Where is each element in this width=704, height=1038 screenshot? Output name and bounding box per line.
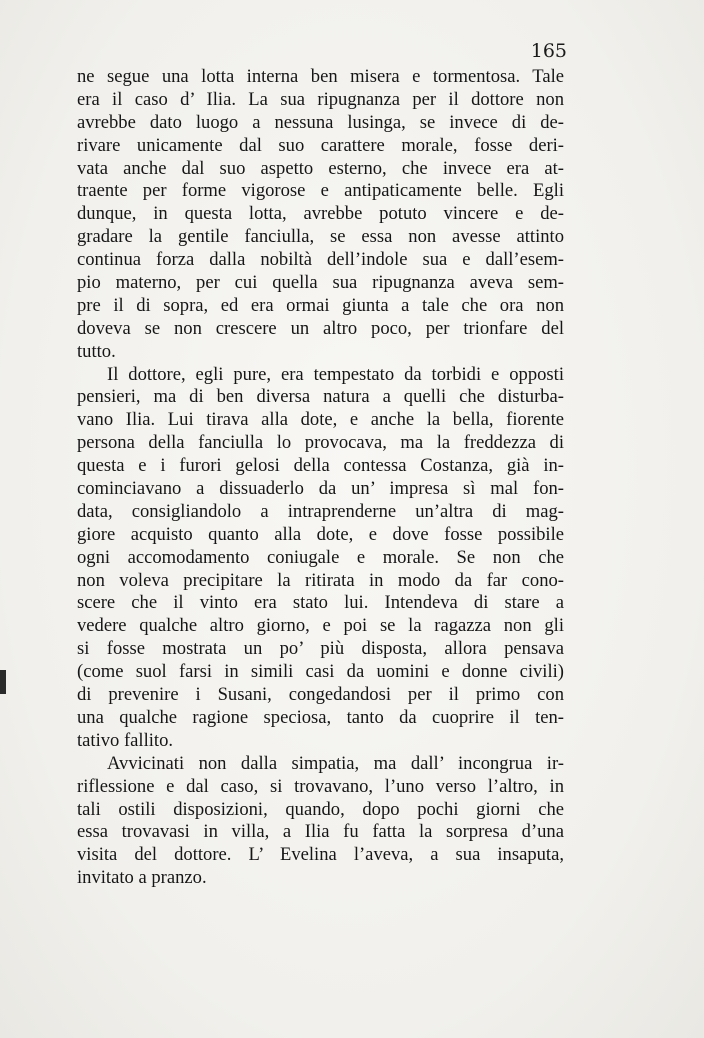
text-line: era il caso d’ Ilia. La sua ripugnanza per il dottore non	[77, 88, 564, 110]
text-line: tativo fallito.	[77, 729, 174, 751]
text-line: cominciavano a dissuaderlo da un’ impresa sì mal fon-	[77, 478, 564, 500]
text-line: scere che il vinto era stato lui. Intendeva di stare a	[77, 592, 564, 614]
text-line: vedere qualche altro giorno, e poi se la ragazza non gli	[77, 615, 564, 637]
text-line: avrebbe dato luogo a nessuna lusinga, se invece di de-	[77, 111, 564, 133]
text-line: gradare la gentile fanciulla, se essa non avesse attinto	[77, 226, 564, 248]
text-line: vano Ilia. Lui tirava alla dote, e anche la bella, fiorente	[77, 409, 564, 431]
text-line: dunque, in questa lotta, avrebbe potuto vincere e de-	[77, 203, 564, 225]
text-line: invitato a pranzo.	[77, 867, 207, 889]
text-line: traente per forme vigorose e antipaticamente belle. Egli	[77, 180, 564, 202]
text-line: doveva se non crescere un altro poco, per trionfare del	[77, 317, 564, 339]
text-line: tali ostili disposizioni, quando, dopo pochi giorni che	[77, 798, 564, 820]
text-line: vata anche dal suo aspetto esterno, che invece era at-	[77, 157, 564, 179]
text-line: Il dottore, egli pure, era tempestato da torbidi e opposti	[107, 363, 564, 385]
text-line: visita del dottore. L’ Evelina l’aveva, a sua insaputa,	[77, 844, 564, 866]
text-line: essa trovavasi in villa, a Ilia fu fatta la sorpresa d’una	[77, 821, 564, 843]
text-line: si fosse mostrata un po’ più disposta, allora pensava	[77, 638, 564, 660]
text-line: una qualche ragione speciosa, tanto da cuoprire il ten-	[77, 706, 564, 728]
text-line: (come suol farsi in simili casi da uomini e donne civili)	[77, 661, 564, 683]
body-text	[77, 66, 564, 890]
text-line: ne segue una lotta interna ben misera e tormentosa. Tale	[77, 66, 564, 87]
text-line: non voleva precipitare la ritirata in modo da far cono-	[77, 569, 564, 591]
text-line: tutto.	[77, 340, 116, 362]
text-line: pensieri, ma di ben diversa natura a quelli che disturba-	[77, 386, 564, 408]
text-line: pre il di sopra, ed era ormai giunta a tale che ora non	[77, 294, 564, 316]
text-line: continua forza dalla nobiltà dell’indole sua e dall’esem-	[77, 249, 564, 271]
text-line: Avvicinati non dalla simpatia, ma dall’ incongrua ir-	[107, 752, 564, 774]
paragraph	[77, 753, 564, 890]
text-line: di prevenire i Susani, congedandosi per il primo con	[77, 684, 564, 706]
paragraph	[77, 364, 564, 753]
text-line: ogni accomodamento coniugale e morale. Se non che	[77, 546, 564, 568]
page-number: 165	[530, 40, 567, 62]
text-line: riflessione e dal caso, si trovavano, l’uno verso l’altro, in	[77, 775, 564, 797]
text-line: questa e i furori gelosi della contessa Costanza, già in-	[77, 455, 564, 477]
text-line: rivare unicamente dal suo carattere morale, fosse deri-	[77, 134, 564, 156]
paragraph	[77, 66, 564, 364]
text-line: pio materno, per cui quella sua ripugnanza aveva sem-	[77, 272, 564, 294]
page-edge-mark	[0, 670, 6, 694]
text-line: data, consigliandolo a intraprenderne un’altra di mag-	[77, 500, 564, 522]
text-line: giore acquisto quanto alla dote, e dove fosse possibile	[77, 523, 564, 545]
text-line: persona della fanciulla lo provocava, ma la freddezza di	[77, 432, 564, 454]
